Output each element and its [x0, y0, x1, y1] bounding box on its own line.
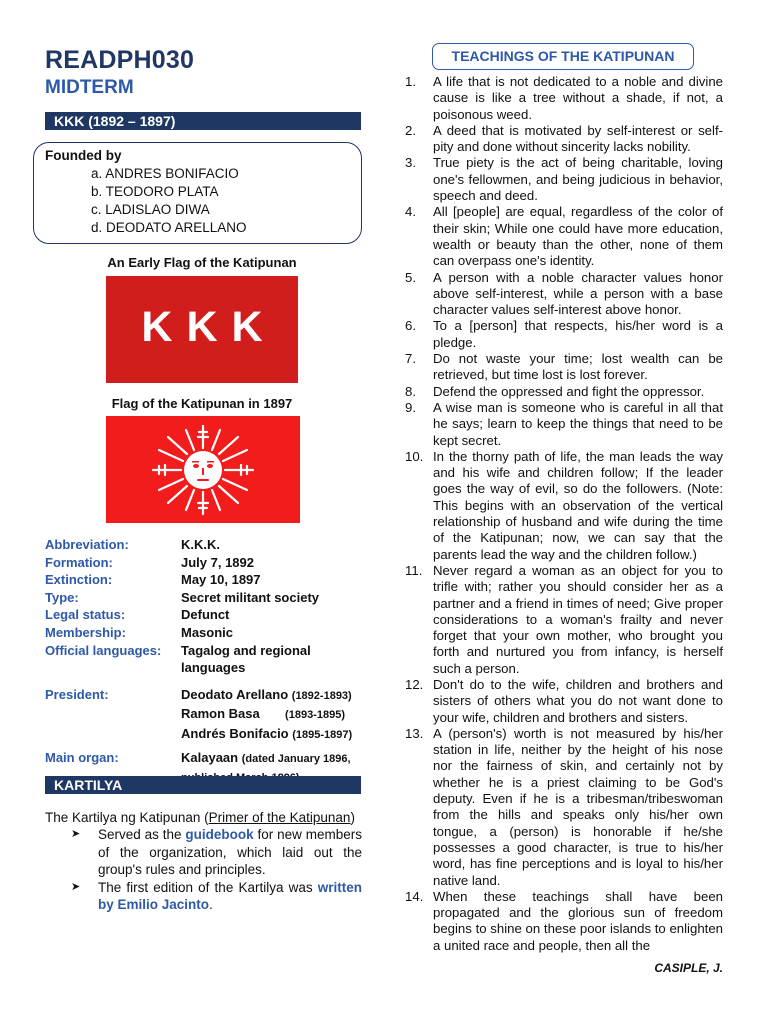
early-flag-caption: An Early Flag of the Katipunan [107, 255, 297, 270]
founder-item: d. DEODATO ARELLANO [91, 220, 247, 235]
teaching-item [405, 204, 723, 269]
teaching-text: A life that is not dedicated to a noble and divine cause is like a tree without a shade, if not, a poisonous weed. [433, 74, 723, 122]
teaching-item [405, 400, 723, 449]
teaching-text: A wise man is someone who is careful in all that he says; learn to keep the things that need to be kept secret. [433, 399, 723, 448]
founders-box [33, 142, 362, 244]
info-row [45, 554, 361, 572]
info-row [45, 536, 361, 554]
info-value: Defunct [181, 607, 230, 623]
president-list [181, 677, 361, 745]
flag-1897-image [106, 416, 300, 523]
kkk-heading-bar: KKK (1892 – 1897) [45, 112, 361, 130]
info-value: Kalayaan (dated January 1896, [181, 749, 351, 765]
kartilya-intro: The Kartilya ng Katipunan (Primer of the Katipunan) [45, 810, 355, 825]
info-label: Main organ: [45, 749, 119, 765]
teaching-item [405, 351, 723, 384]
teaching-number: 9. [405, 399, 416, 415]
teaching-text: True piety is the act of being charitable, loving one's fellowmen, and being judicious in behavior, speech and deed. [433, 155, 723, 204]
early-flag-text: KKK [141, 303, 277, 351]
info-label: Legal status: [45, 607, 126, 623]
teaching-text: All [people] are equal, regardless of the color of their skin; While one could have more education, wealth or beauty than the other, none of them can overpass one's identity. [433, 204, 723, 269]
teaching-text: Do not waste your time; lost wealth can be retrieved, but time lost is lost forever. [433, 351, 723, 383]
teaching-number: 8. [405, 383, 416, 399]
teaching-number: 5. [405, 269, 416, 285]
info-row [45, 571, 361, 589]
president-entry: Deodato Arellano (1892-1893) [181, 686, 352, 702]
founder-item: b. TEODORO PLATA [91, 184, 219, 199]
teaching-item [405, 726, 723, 889]
kartilya-bullets [67, 826, 362, 914]
sun-face-icon [106, 416, 300, 523]
teaching-item [405, 270, 723, 319]
info-row [45, 677, 361, 745]
info-value: May 10, 1897 [181, 572, 261, 588]
info-label: Membership: [45, 624, 126, 640]
info-row [45, 624, 361, 642]
kartilya-bullet: ➤ Served as the guidebook for new members of the organization, which laid out the group's rules and principles. [71, 827, 362, 877]
info-label: Extinction: [45, 572, 113, 588]
president-entry: Ramon Basa (1893-1895) [181, 706, 345, 722]
teaching-number: 1. [405, 74, 416, 89]
founder-item: a. ANDRES BONIFACIO [91, 166, 239, 181]
teaching-number: 13. [405, 725, 424, 741]
teaching-number: 14. [405, 888, 424, 904]
info-row [45, 589, 361, 607]
info-table [45, 536, 361, 788]
teaching-text: To a [person] that respects, his/her word is a pledge. [433, 318, 723, 350]
teaching-text: A person with a noble character values honor above self-interest, while a person with a base character values self-interest above honor. [433, 269, 723, 318]
teaching-number: 6. [405, 318, 416, 334]
info-row [45, 642, 361, 677]
teaching-number: 12. [405, 676, 424, 692]
author-footer: CASIPLE, J. [654, 961, 723, 975]
teaching-number: 4. [405, 204, 416, 220]
teaching-item [405, 318, 723, 351]
kartilya-bullet: ➤ The first edition of the Kartilya was written by Emilio Jacinto. [71, 879, 362, 912]
teachings-title: TEACHINGS OF THE KATIPUNAN [432, 43, 694, 70]
teaching-item [405, 155, 723, 204]
teaching-text: Defend the oppressed and fight the oppressor. [433, 383, 705, 399]
founder-item: c. LADISLAO DIWA [91, 202, 210, 217]
teaching-text: When these teachings shall have been propagated and the glorious sun of freedom begins to shine on these poor islands to enlighten a united race and people, then all the [433, 888, 723, 953]
teaching-text: Don't do to the wife, children and brothers and sisters of others what you do not want done to your wife, children and brothers and sisters. [433, 676, 723, 725]
info-value: K.K.K. [181, 537, 220, 552]
primer-link: Primer of the Katipunan [208, 810, 351, 825]
teaching-item [405, 384, 723, 400]
info-value: Masonic [181, 624, 234, 640]
info-label: Abbreviation: [45, 537, 129, 552]
info-label: Official languages: [45, 642, 162, 658]
president-entry: Andrés Bonifacio (1895-1897) [181, 725, 353, 741]
teaching-text: Never regard a woman as an object for you to trifle with; rather you should consider her as a partner and a friend in times of need; Give proper considerations to a woman's frailty and never forget that your own mother, who brought you forth and nurtured you from infancy, is herself such a person. [433, 562, 723, 676]
teachings-list [405, 74, 723, 954]
info-value: Tagalog and regional languages [181, 642, 311, 676]
teaching-number: 7. [405, 351, 416, 367]
teaching-item [405, 563, 723, 677]
kartilya-heading-bar: KARTILYA [45, 776, 361, 794]
teaching-item [405, 449, 723, 563]
teaching-text: In the thorny path of life, the man leads the way and his wife and children follow; If the leader goes the way of evil, so do the followers. (Note: This begins with an observation of the vertical relationship of husband and wife during the time of the Katipunan; now, we can say that the parents lead the way and the children follow.) [433, 448, 723, 562]
teaching-number: 3. [405, 155, 416, 171]
early-flag-image [106, 276, 298, 383]
info-label: Formation: [45, 554, 113, 570]
info-label: President: [45, 686, 109, 702]
info-value: July 7, 1892 [181, 554, 254, 570]
arrow-bullet-icon: ➤ [71, 828, 81, 840]
teaching-item [405, 123, 723, 156]
teaching-number: 10. [405, 448, 424, 464]
info-row [45, 606, 361, 624]
teaching-item [405, 74, 723, 123]
info-value: Secret militant society [181, 589, 319, 605]
teaching-text: A deed that is motivated by self-interest or self-pity and done without sincerity lacks nobility. [433, 122, 723, 155]
teaching-item [405, 889, 723, 954]
teaching-number: 11. [405, 562, 423, 578]
teaching-item [405, 677, 723, 726]
course-code: READPH030 [45, 46, 195, 74]
teaching-text: A (person's) worth is not measured by his/her station in life, neither by the height of his nose nor the fairness of skin, and certainly not by whether he is a priest claiming to be God's deputy. Even if he is a tribesman/tribeswoman from the hills and speaks only his/her own tongue, a (person) is honorable if he/she possesses a good character, is true to his/her word, has fine perceptions and is loyal to his/her native land. [433, 725, 723, 888]
term-title: MIDTERM [45, 77, 134, 98]
teaching-number: 2. [405, 122, 416, 138]
flag-1897-caption: Flag of the Katipunan in 1897 [111, 396, 293, 411]
founders-list [91, 165, 247, 237]
info-label: Type: [45, 589, 79, 605]
arrow-bullet-icon: ➤ [71, 880, 81, 893]
founders-label: Founded by [45, 148, 122, 163]
